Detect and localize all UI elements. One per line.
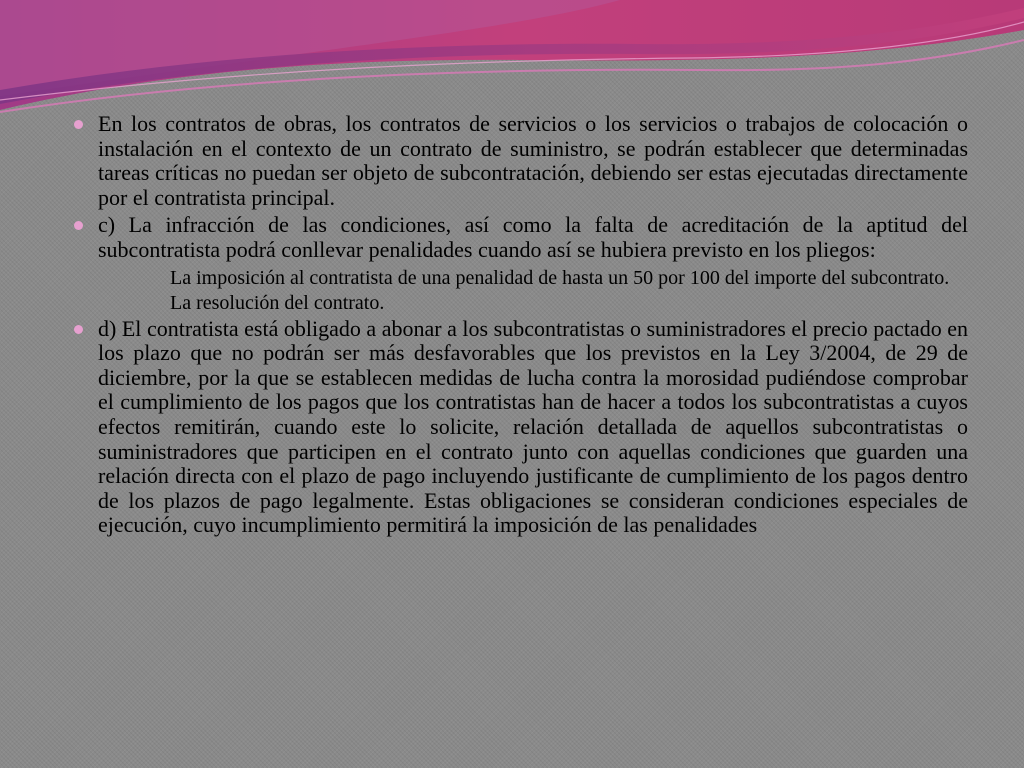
slide-content bbox=[70, 112, 968, 538]
bullet-dot-icon bbox=[74, 120, 83, 129]
subitem-resolucion: La resolución del contrato. bbox=[170, 291, 385, 314]
bullet-item-infraccion bbox=[70, 213, 968, 262]
subitem-penalidad: La imposición al contratista de una penalidad de hasta un 50 por 100 del importe del subcontrato. bbox=[170, 266, 950, 289]
bullet-dot-icon bbox=[74, 325, 83, 334]
bullet-text: En los contratos de obras, los contratos de servicios o los servicios o trabajos de colocación o instalación en el contexto de un contrato de suministro, se podrán establecer que determinadas tareas críticas no puedan ser objeto de subcontratación, debiendo ser estas ejecutadas directamente por el contratista principal. bbox=[98, 111, 968, 210]
bullet-item-abono-subcontratistas bbox=[70, 317, 968, 538]
bullet-text: d) El contratista está obligado a abonar a los subcontratistas o suministradores el precio pactado en los plazo que no podrán ser más desfavorables que los previstos en la Ley 3/2004, de 29 de diciembre, por la que se establecen medidas de lucha contra la morosidad pudiéndose comprobar el cumplimiento de los pagos que los contratistas han de hacer a todos los subcontratistas a cuyos efectos remitirán, cuando este lo solicite, relación detallada de aquellos subcontratistas o suministradores que participen en el contrato junto con aquellas condiciones que guarden una relación directa con el plazo de pago incluyendo justificante de cumplimiento de los pagos dentro de los plazos de pago legalmente. Estas obligaciones se consideran condiciones especiales de ejecución, cuyo incumplimiento permitirá la imposición de las penalidades bbox=[98, 315, 968, 538]
header-wave-decoration bbox=[0, 0, 1024, 120]
bullet-text: c) La infracción de las condiciones, así como la falta de acreditación de la aptitud del subcontratista podrá conllevar penalidades cuando así se hubiera previsto en los pliegos: bbox=[98, 212, 968, 262]
bullet-item-tareas-criticas bbox=[70, 112, 968, 210]
bullet-dot-icon bbox=[74, 221, 83, 230]
